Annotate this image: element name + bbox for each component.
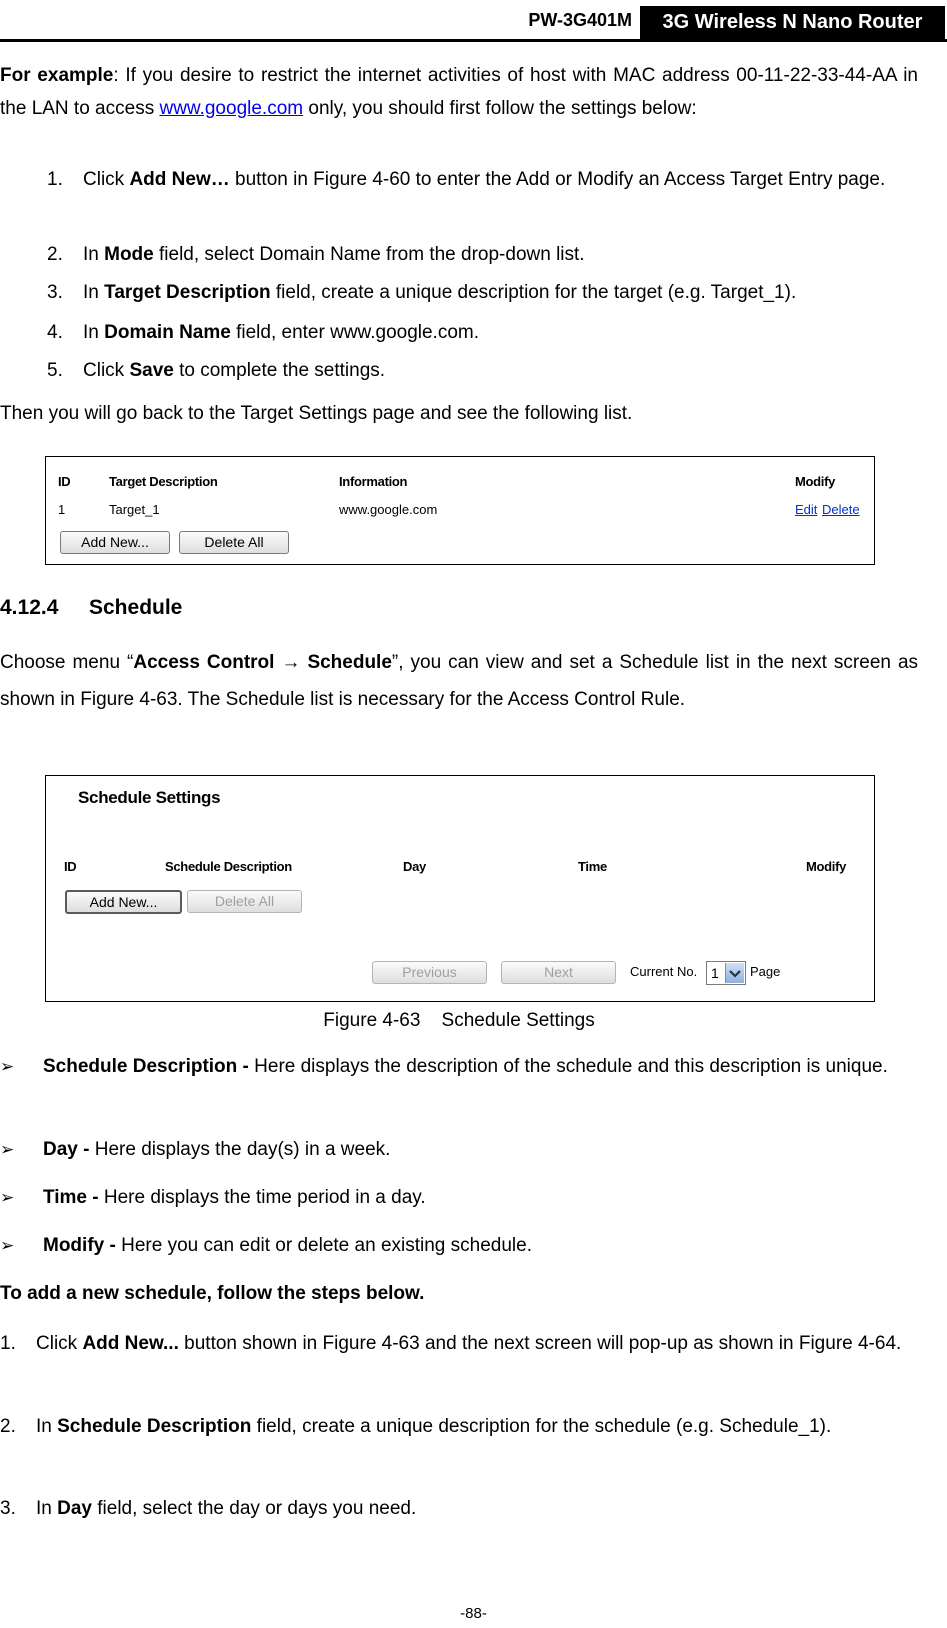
row-id: 1 (58, 502, 66, 517)
col-schedule-desc-header: Schedule Description (165, 859, 292, 874)
page-number: -88- (460, 1605, 487, 1622)
col-modify-header: Modify (795, 474, 836, 489)
delete-link[interactable]: Delete (822, 502, 860, 517)
page-label: Page (750, 964, 781, 979)
col-day-header: Day (403, 859, 426, 874)
schedule-settings-screenshot (45, 775, 875, 1002)
step-number: 2. (47, 244, 63, 265)
step-text: In Mode field, select Domain Name from the drop-down list. (83, 244, 585, 265)
current-no-label: Current No. (630, 964, 698, 979)
add-new-button[interactable]: Add New... (65, 890, 182, 914)
row-information: www.google.com (339, 502, 438, 517)
add-new-button[interactable]: Add New... (60, 531, 170, 554)
step-number: 3. (47, 282, 63, 303)
row-target-desc: Target_1 (109, 502, 160, 517)
intro-text-b: only, you should first follow the settings below: (303, 98, 697, 119)
chevron-down-icon[interactable] (725, 963, 744, 983)
step-number: 4. (47, 322, 63, 343)
step-number: 5. (47, 360, 63, 381)
header-product: 3G Wireless N Nano Router (640, 6, 945, 39)
step-text: Click Save to complete the settings. (83, 360, 386, 381)
arrow-icon: → (281, 652, 301, 673)
col-id-header: ID (64, 859, 77, 874)
section-title: Schedule (89, 596, 183, 619)
steps-heading: To add a new schedule, follow the steps below. (0, 1283, 425, 1304)
col-time-header: Time (578, 859, 607, 874)
section-number: 4.12.4 (0, 596, 59, 619)
step-number: 2. (0, 1416, 16, 1437)
current-no-value: 1 (711, 965, 719, 981)
google-link[interactable]: www.google.com (159, 98, 304, 119)
step-text: In Domain Name field, enter www.google.com. (83, 322, 480, 343)
target-list-screenshot (45, 456, 875, 565)
step-text: In Target Description field, create a unique description for the target (e.g. Target_1). (83, 282, 797, 303)
section-intro: Choose menu “Access Control → Schedule”, you can view and set a Schedule list in the next screen as shown in Figure 4-63. The Schedule list is necessary for the Access Control Rule. (0, 652, 919, 710)
previous-button[interactable]: Previous (372, 961, 487, 984)
step-number: 1. (0, 1333, 16, 1354)
then-paragraph: Then you will go back to the Target Settings page and see the following list. (0, 403, 633, 424)
arrow-bullet-icon: ➢ (0, 1188, 15, 1207)
step-number: 1. (47, 169, 63, 190)
intro-paragraph (0, 59, 918, 125)
arrow-bullet-icon: ➢ (0, 1140, 15, 1159)
arrow-bullet-icon: ➢ (0, 1057, 15, 1076)
header-model: PW-3G401M (528, 10, 632, 30)
figure-caption: Figure 4-63 Schedule Settings (323, 1010, 595, 1031)
step-text: In Day field, select the day or days you need. (36, 1498, 417, 1519)
edit-link[interactable]: Edit (795, 502, 818, 517)
current-no-select[interactable] (706, 961, 746, 985)
step-text: In Schedule Description field, create a unique description for the schedule (e.g. Schedule_1). (36, 1416, 832, 1437)
header-rule (0, 39, 947, 42)
intro-text-a: : If you desire to restrict the internet activities of host with MAC address 00-11-22-33-44-AA in the LAN to access (0, 65, 918, 119)
step-number: 3. (0, 1498, 16, 1519)
col-id-header: ID (58, 474, 71, 489)
arrow-bullet-icon: ➢ (0, 1236, 15, 1255)
col-target-desc-header: Target Description (109, 474, 218, 489)
col-information-header: Information (339, 474, 408, 489)
schedule-panel-title: Schedule Settings (78, 788, 221, 807)
step-text: Click Add New… button in Figure 4-60 to enter the Add or Modify an Access Target Entry page. (83, 169, 886, 190)
page-header (0, 0, 947, 42)
for-example-label: For example (0, 65, 114, 86)
step-text: Click Add New... button shown in Figure 4-63 and the next screen will pop-up as shown in Figure 4-64. (36, 1333, 902, 1354)
col-modify-header: Modify (806, 859, 847, 874)
next-button[interactable]: Next (501, 961, 616, 984)
delete-all-button[interactable]: Delete All (187, 890, 302, 913)
delete-all-button[interactable]: Delete All (179, 531, 289, 554)
